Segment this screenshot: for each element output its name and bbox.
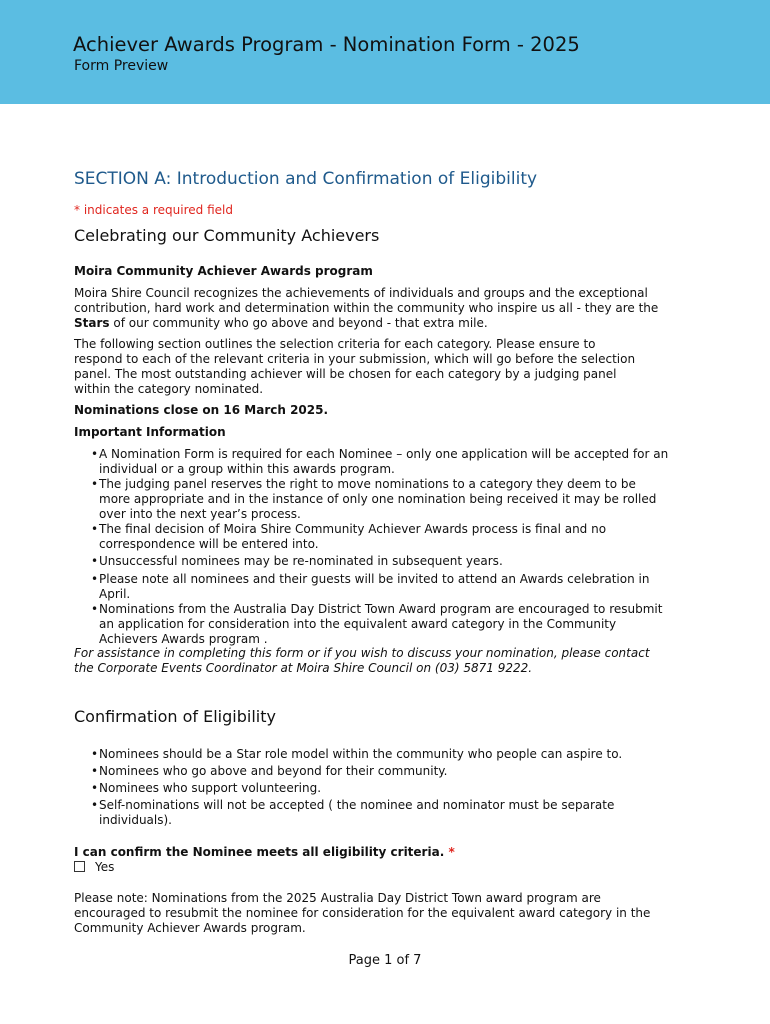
assistance-note: For assistance in completing this form or if you wish to discuss your nomination, please contact the Corporate Events Coordinator at Moira Shire Council on (03) 5871 9222.: [74, 646, 650, 675]
criteria-paragraph: The following section outlines the selection criteria for each category. Please ensure to respond to each of the relevant criteria in your submission, which will go before the selection panel. The most outstanding achiever will be chosen for each category by a judging panel within the category nominated.: [74, 337, 636, 396]
intro-text-bold: Stars: [74, 316, 110, 330]
close-date: Nominations close on 16 March 2025.: [74, 403, 329, 417]
important-heading: Important Information: [74, 425, 226, 439]
confirm-question: [74, 845, 455, 860]
section-title: SECTION A: Introduction and Confirmation of Eligibility: [74, 169, 538, 189]
yes-checkbox[interactable]: [74, 861, 85, 872]
form-title: Achiever Awards Program - Nomination Form - 2025: [73, 33, 580, 56]
confirm-question-text: I can confirm the Nominee meets all eligibility criteria.: [74, 845, 445, 859]
list-item: • Nominees should be a Star role model within the community who people can aspire to.: [74, 747, 674, 762]
required-star: *: [448, 845, 455, 859]
list-item: • The final decision of Moira Shire Community Achiever Awards process is final and no correspondence will be entered into.: [74, 522, 669, 552]
list-item: • The judging panel reserves the right to move nominations to a category they deem to be more appropriate and in the instance of only one nomination being received it may be rolled over into the next year’s process.: [74, 477, 669, 522]
required-field-note: * indicates a required field: [74, 203, 233, 217]
important-list: [74, 447, 669, 647]
page-header: [0, 0, 770, 104]
eligibility-heading: Confirmation of Eligibility: [74, 707, 276, 726]
yes-checkbox-label: Yes: [95, 860, 115, 874]
intro-heading: Celebrating our Community Achievers: [74, 226, 380, 245]
page-number: Page 1 of 7: [348, 953, 422, 968]
list-item: • Self-nominations will not be accepted ( the nominee and nominator must be separate individuals).: [74, 798, 674, 828]
intro-paragraph: [74, 286, 684, 331]
list-item: • Unsuccessful nominees may be re-nominated in subsequent years.: [74, 554, 669, 569]
intro-text-before: Moira Shire Council recognizes the achievements of individuals and groups and the exceptional contribution, hard work and determination within the community who inspire us all - they are the: [74, 286, 659, 315]
resubmit-note: Please note: Nominations from the 2025 Australia Day District Town award program are encouraged to resubmit the nominee for consideration for the equivalent award category in the Community Achiever Awards program.: [74, 891, 651, 935]
eligibility-list: [74, 747, 674, 828]
intro-text-after: of our community who go above and beyond - that extra mile.: [109, 316, 488, 330]
program-title: Moira Community Achiever Awards program: [74, 264, 373, 278]
list-item: • A Nomination Form is required for each Nominee – only one application will be accepted for an individual or a group within this awards program.: [74, 447, 669, 477]
list-item: • Nominations from the Australia Day District Town Award program are encouraged to resubmit an application for consideration into the equivalent award category in the Community Achievers Awards program .: [74, 602, 669, 647]
yes-checkbox-option[interactable]: [74, 860, 114, 875]
list-item: • Nominees who go above and beyond for their community.: [74, 764, 674, 779]
form-subtitle: Form Preview: [74, 58, 169, 74]
list-item: • Please note all nominees and their guests will be invited to attend an Awards celebration in April.: [74, 572, 669, 602]
list-item: • Nominees who support volunteering.: [74, 781, 674, 796]
